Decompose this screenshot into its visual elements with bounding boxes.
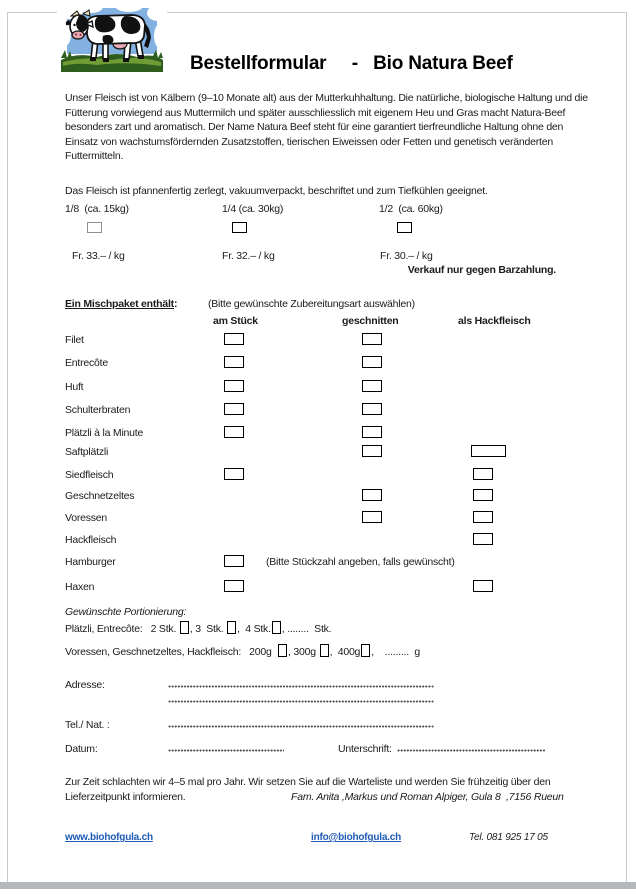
checkbox-entrec-te-am-stueck[interactable] bbox=[224, 356, 244, 368]
item-label: Huft bbox=[65, 381, 84, 393]
mischpaket-row-hackfleisch bbox=[0, 533, 636, 549]
column-header-hackfleisch: als Hackfleisch bbox=[458, 315, 531, 327]
checkbox-hamburger-am-stueck[interactable] bbox=[224, 555, 244, 567]
checkbox-300g[interactable] bbox=[320, 644, 329, 657]
checkbox-200g[interactable] bbox=[278, 644, 287, 657]
item-label: Entrecôte bbox=[65, 357, 108, 369]
intro-paragraph: Unser Fleisch ist von Kälbern (9–10 Monate alt) aus der Mutterkuhhaltung. Die natürliche, biologische Haltung und die Fütterung vorwiegend aus Muttermilch und später ausschliesslich mit eigenem Heu und Gras macht Natura-Beef besonders zart und aromatisch. Der Name Natura Beef steht für eine garantiert tierfreundliche Haltung ohne den Einsatz von wachstumsfördernden Zusatzstoffen, tierischen Eiweissen oder Fetten und genetisch veränderten Futtermitteln. bbox=[65, 92, 588, 163]
checkbox-haxen-am-stueck[interactable] bbox=[224, 580, 244, 592]
checkbox-400g[interactable] bbox=[361, 644, 370, 657]
checkbox-geschnetzeltes-geschnitten[interactable] bbox=[362, 489, 382, 501]
mischpaket-row-hamburger bbox=[0, 555, 636, 571]
cow-logo bbox=[57, 4, 167, 78]
checkbox-filet-geschnitten[interactable] bbox=[362, 333, 382, 345]
website-link[interactable]: www.biohofgula.ch bbox=[65, 832, 153, 843]
portion-line1-seg: , ........ Stk. bbox=[281, 623, 332, 635]
portion-line2-seg: , 400g bbox=[329, 646, 361, 658]
checkbox-siedfleisch-am-stueck[interactable] bbox=[224, 468, 244, 480]
size-option-label-1-2: 1/2 (ca. 60kg) bbox=[379, 203, 443, 215]
checkbox-saftpl-tzli-geschnitten[interactable] bbox=[362, 445, 382, 457]
price-1-2: Fr. 30.– / kg bbox=[380, 250, 433, 262]
checkbox-siedfleisch-hackfleisch[interactable] bbox=[473, 468, 493, 480]
phone-number: Tel. 081 925 17 05 bbox=[469, 832, 548, 843]
checkbox-pl-tzli-la-minute-am-stueck[interactable] bbox=[224, 426, 244, 438]
mischpaket-row-schulterbraten bbox=[0, 403, 636, 419]
column-header-geschnitten: geschnitten bbox=[342, 315, 399, 327]
item-label: Geschnetzeltes bbox=[65, 490, 135, 502]
checkbox-3stk[interactable] bbox=[227, 621, 236, 634]
mischpaket-row-geschnetzeltes bbox=[0, 489, 636, 505]
page-bottom-edge bbox=[0, 882, 636, 889]
cow-illustration-icon bbox=[57, 4, 167, 78]
address-label: Adresse: bbox=[65, 679, 105, 691]
portionierung-heading: Gewünschte Portionierung: bbox=[65, 606, 187, 618]
checkbox-schulterbraten-am-stueck[interactable] bbox=[224, 403, 244, 415]
tel-line[interactable] bbox=[168, 724, 434, 728]
row-note: (Bitte Stückzahl angeben, falls gewünscht) bbox=[266, 556, 455, 568]
closing-line1: Zur Zeit schlachten wir 4–5 mal pro Jahr. Wir setzen Sie auf die Warteliste und werden Sie frühzeitig über den bbox=[65, 776, 551, 788]
item-label: Schulterbraten bbox=[65, 404, 131, 416]
item-label: Siedfleisch bbox=[65, 469, 114, 481]
mischpaket-row-voressen bbox=[0, 511, 636, 527]
portion-line2-seg: , 300g bbox=[288, 646, 319, 658]
page-title: Bestellformular - Bio Natura Beef bbox=[190, 53, 513, 74]
checkbox-haxen-hackfleisch[interactable] bbox=[473, 580, 493, 592]
checkbox-2stk[interactable] bbox=[180, 621, 189, 634]
mischpaket-row-entrec-te bbox=[0, 356, 636, 372]
item-label: Voressen bbox=[65, 512, 108, 524]
portion-line1-seg: , 4 Stk. bbox=[237, 623, 271, 635]
address-line-1[interactable] bbox=[168, 684, 434, 688]
mischpaket-row-siedfleisch bbox=[0, 468, 636, 484]
checkbox-geschnetzeltes-hackfleisch[interactable] bbox=[473, 489, 493, 501]
portion-line2-seg: , ......... g bbox=[371, 646, 420, 658]
checkbox-saftpl-tzli-hackfleisch[interactable] bbox=[471, 445, 506, 457]
price-1-8: Fr. 33.– / kg bbox=[72, 250, 125, 262]
mischpaket-row-huft bbox=[0, 380, 636, 396]
checkbox-hackfleisch-hackfleisch[interactable] bbox=[473, 533, 493, 545]
mischpaket-heading bbox=[65, 297, 177, 312]
item-label: Hamburger bbox=[65, 556, 116, 568]
size-option-label-1-4: 1/4 (ca. 30kg) bbox=[222, 203, 284, 215]
mischpaket-row-pl-tzli-la-minute bbox=[0, 426, 636, 442]
portion-line1-seg: Plätzli, Entrecôte: 2 Stk. bbox=[65, 623, 179, 635]
signature-line[interactable] bbox=[397, 748, 545, 752]
mischpaket-heading-colon: : bbox=[173, 298, 178, 310]
mischpaket-heading-text: Ein Mischpaket enthält bbox=[65, 298, 174, 310]
tel-label: Tel./ Nat. : bbox=[65, 719, 110, 731]
portionierung-line2 bbox=[65, 644, 420, 660]
item-label: Haxen bbox=[65, 581, 95, 593]
checkbox-filet-am-stueck[interactable] bbox=[224, 333, 244, 345]
size-option-label-1-8: 1/8 (ca. 15kg) bbox=[65, 203, 129, 215]
checkbox-entrec-te-geschnitten[interactable] bbox=[362, 356, 382, 368]
mischpaket-instruction: (Bitte gewünschte Zubereitungsart auswählen) bbox=[208, 298, 415, 310]
checkbox-huft-geschnitten[interactable] bbox=[362, 380, 382, 392]
item-label: Hackfleisch bbox=[65, 534, 117, 546]
checkbox-schulterbraten-geschnitten[interactable] bbox=[362, 403, 382, 415]
family-signature: Fam. Anita ,Markus und Roman Alpiger, Gula 8 ,7156 Rueun bbox=[291, 791, 564, 803]
signature-label: Unterschrift: bbox=[338, 743, 392, 755]
checkbox-voressen-geschnitten[interactable] bbox=[362, 511, 382, 523]
checkbox-voressen-hackfleisch[interactable] bbox=[473, 511, 493, 523]
checkbox-huft-am-stueck[interactable] bbox=[224, 380, 244, 392]
item-label: Saftplätzli bbox=[65, 446, 109, 458]
mischpaket-row-filet bbox=[0, 333, 636, 349]
checkbox-pl-tzli-la-minute-geschnitten[interactable] bbox=[362, 426, 382, 438]
mischpaket-row-haxen bbox=[0, 580, 636, 596]
closing-line2: Lieferzeitpunkt informieren. bbox=[65, 791, 186, 803]
date-line[interactable] bbox=[168, 748, 284, 752]
portion-line1-seg: , 3 Stk. bbox=[189, 623, 227, 635]
portion-line2-seg: Voressen, Geschnetzeltes, Hackfleisch: 200g bbox=[65, 646, 278, 658]
portionierung-line1 bbox=[65, 621, 331, 637]
address-line-2[interactable] bbox=[168, 699, 434, 703]
checkbox-4stk[interactable] bbox=[272, 621, 281, 634]
date-label: Datum: bbox=[65, 743, 98, 755]
checkbox-size-1-4[interactable] bbox=[232, 222, 247, 233]
checkbox-size-1-8[interactable] bbox=[87, 222, 102, 233]
price-1-4: Fr. 32.– / kg bbox=[222, 250, 275, 262]
item-label: Filet bbox=[65, 334, 84, 346]
item-label: Plätzli à la Minute bbox=[65, 427, 144, 439]
mischpaket-row-saftpl-tzli bbox=[0, 445, 636, 461]
checkbox-size-1-2[interactable] bbox=[397, 222, 412, 233]
packaging-note: Das Fleisch ist pfannenfertig zerlegt, vakuumverpackt, beschriftet und zum Tiefkühlen geeignet. bbox=[65, 185, 488, 197]
cash-only-note: Verkauf nur gegen Barzahlung. bbox=[407, 264, 556, 276]
column-header-am-stueck: am Stück bbox=[213, 315, 258, 327]
email-link[interactable]: info@biohofgula.ch bbox=[311, 832, 402, 843]
